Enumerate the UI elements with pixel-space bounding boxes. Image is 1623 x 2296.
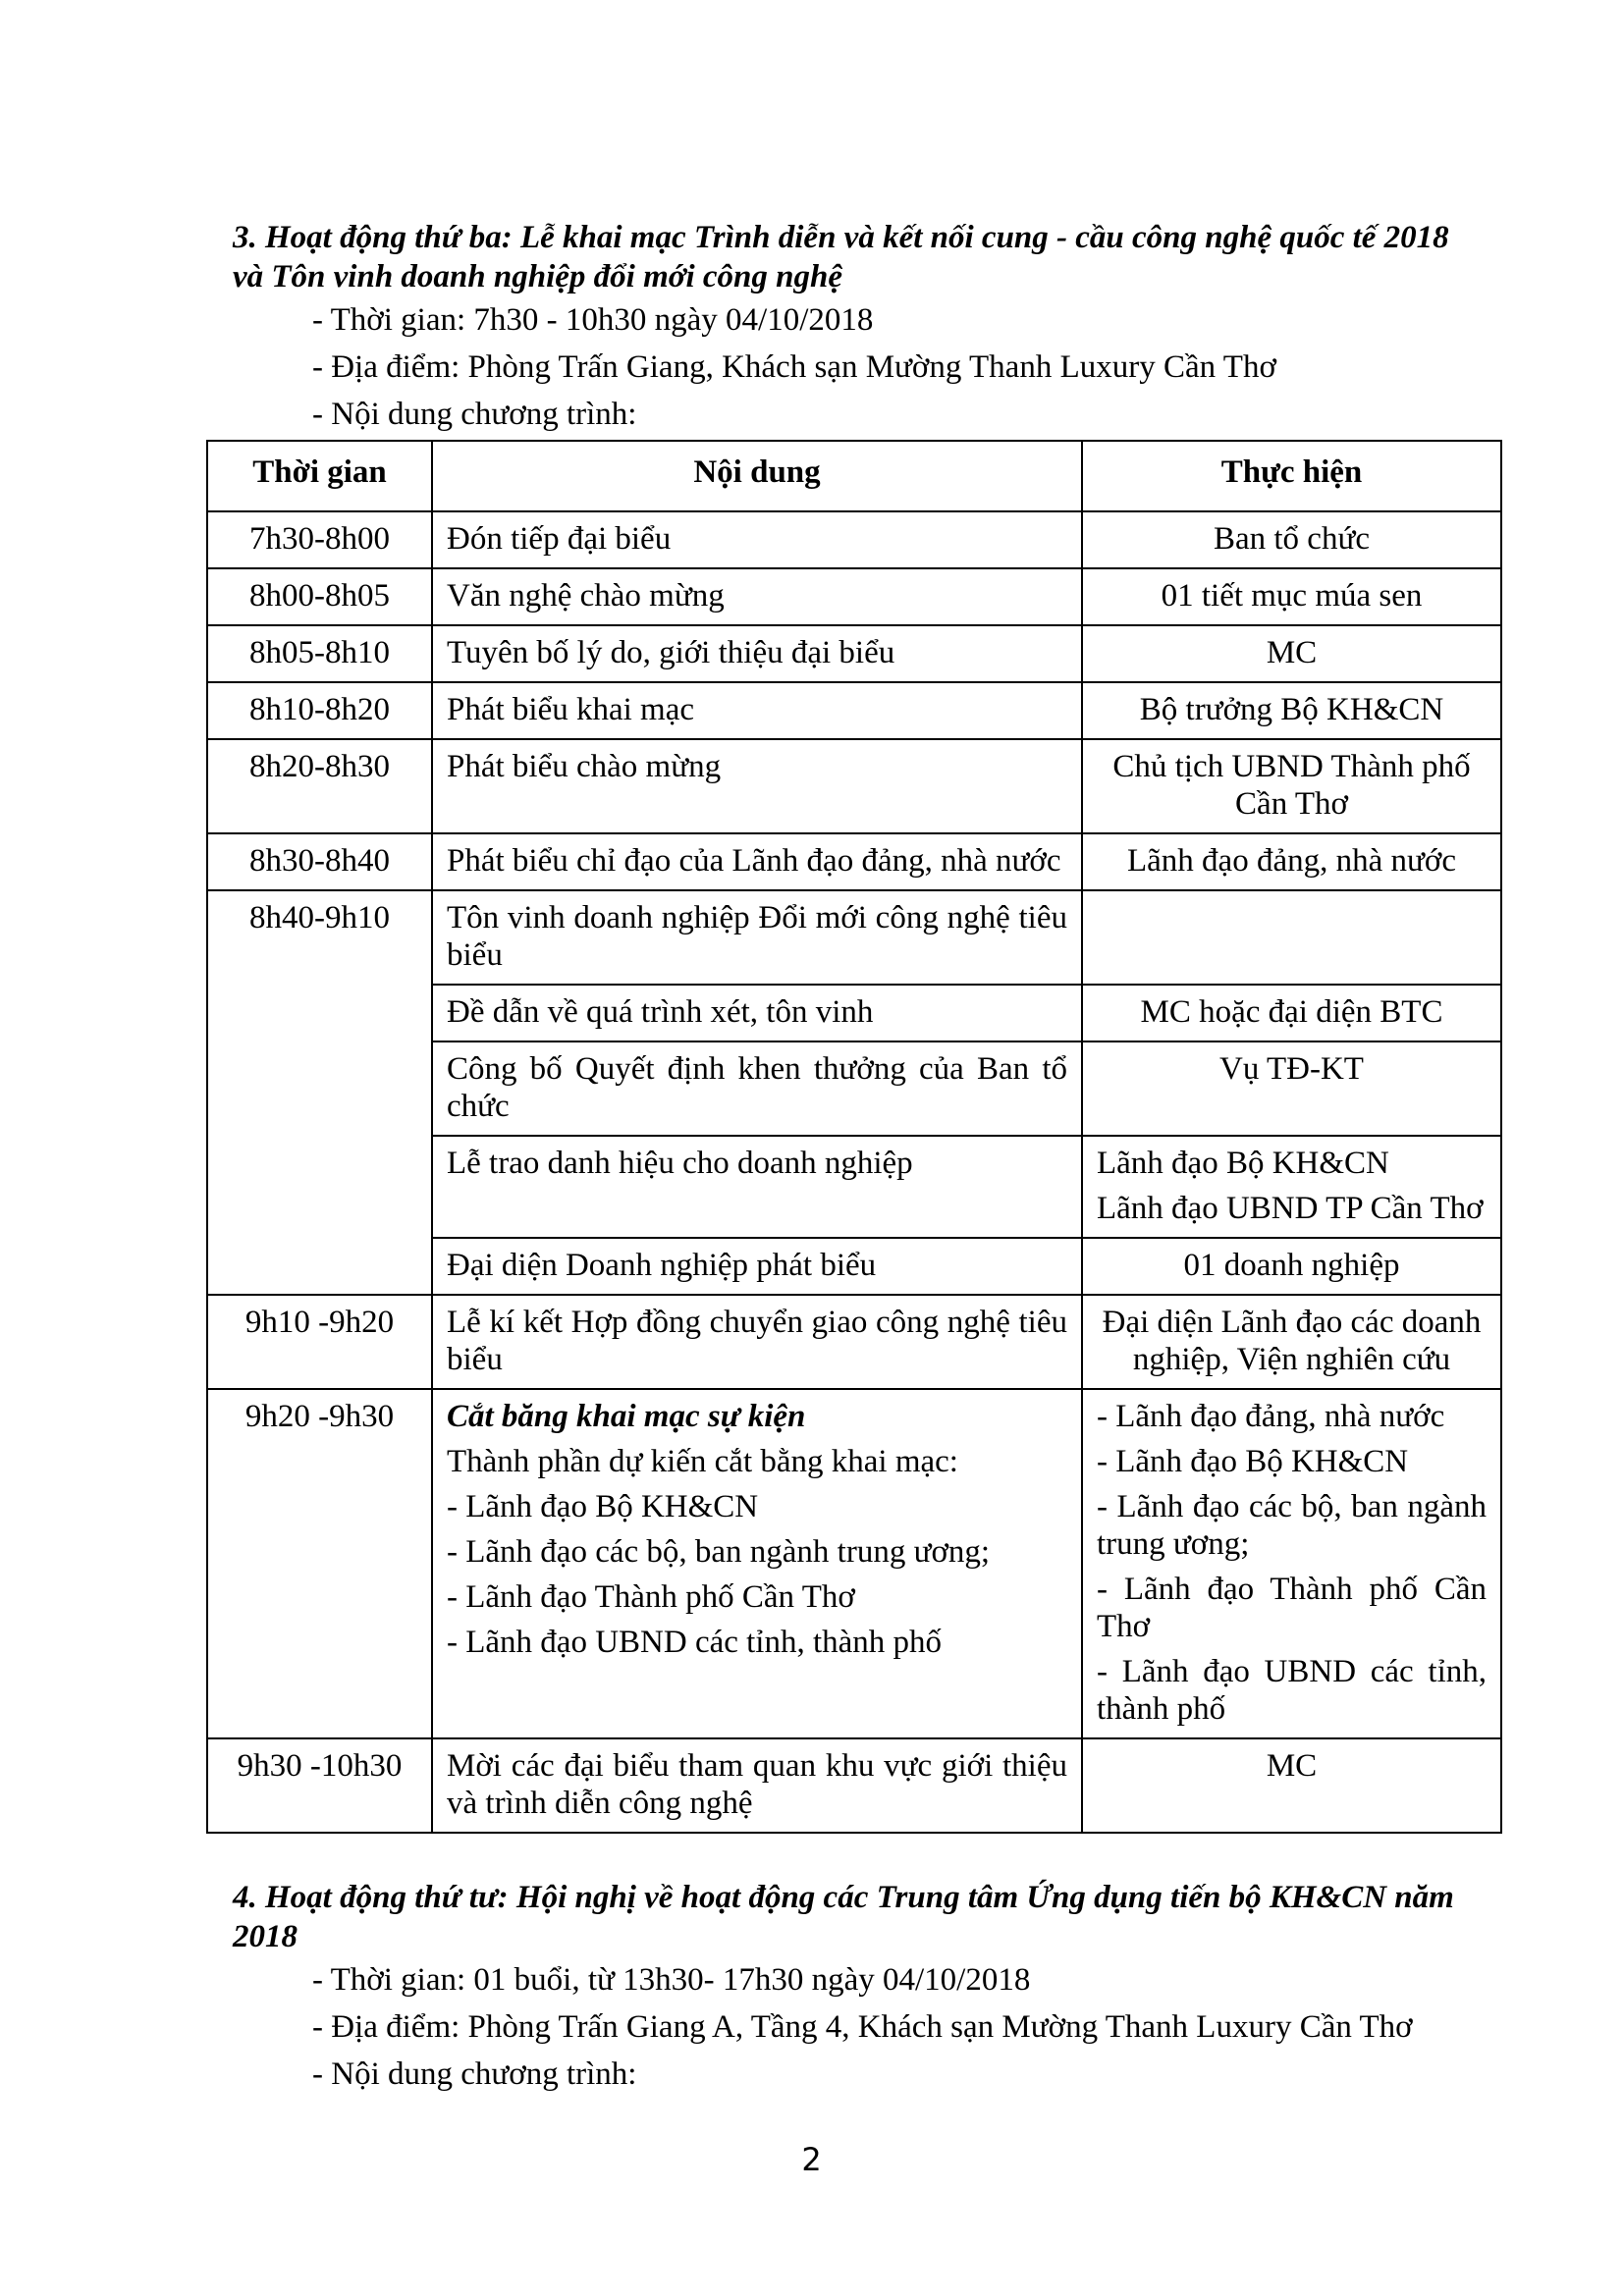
row-content: Phát biểu khai mạc bbox=[432, 682, 1082, 739]
row-actor: 01 doanh nghiệp bbox=[1082, 1238, 1501, 1295]
row-actor: MC hoặc đại diện BTC bbox=[1082, 985, 1501, 1041]
content-line: - Lãnh đạo Bộ KH&CN bbox=[447, 1489, 759, 1524]
row-actor: Bộ trưởng Bộ KH&CN bbox=[1082, 682, 1501, 739]
section-3-program-label: - Nội dung chương trình: bbox=[312, 397, 637, 432]
header-content: Nội dung bbox=[432, 441, 1082, 511]
section-4-location: - Địa điểm: Phòng Trấn Giang A, Tầng 4, Khách sạn Mường Thanh Luxury Cần Thơ bbox=[312, 2009, 1413, 2045]
row-actor: Đại diện Lãnh đạo các doanh nghiệp, Viện nghiên cứu bbox=[1082, 1295, 1501, 1389]
table-row bbox=[207, 1295, 1501, 1389]
row-time: 8h40-9h10 bbox=[207, 890, 432, 1295]
row-content: Mời các đại biểu tham quan khu vực giới thiệu và trình diễn công nghệ bbox=[432, 1738, 1082, 1833]
section-4-time: - Thời gian: 01 buổi, từ 13h30- 17h30 ngày 04/10/2018 bbox=[312, 1962, 1031, 1998]
row-time: 9h10 -9h20 bbox=[207, 1295, 432, 1389]
table-row bbox=[207, 625, 1501, 682]
table-header-row bbox=[207, 441, 1501, 511]
row-content: Lễ trao danh hiệu cho doanh nghiệp bbox=[432, 1136, 1082, 1238]
row-content: Văn nghệ chào mừng bbox=[432, 568, 1082, 625]
row-actor bbox=[1082, 1136, 1501, 1238]
row-actor: Lãnh đạo đảng, nhà nước bbox=[1082, 833, 1501, 890]
row-actor: Ban tổ chức bbox=[1082, 511, 1501, 568]
row-actor: 01 tiết mục múa sen bbox=[1082, 568, 1501, 625]
section-4-heading-line-1: 4. Hoạt động thứ tư: Hội nghị về hoạt động các Trung tâm Ứng dụng tiến bộ KH&CN năm bbox=[233, 1880, 1454, 1915]
actor-line: - Lãnh đạo Bộ KH&CN bbox=[1097, 1444, 1409, 1479]
row-time: 8h00-8h05 bbox=[207, 568, 432, 625]
row-time: 8h05-8h10 bbox=[207, 625, 432, 682]
row-time: 9h30 -10h30 bbox=[207, 1738, 432, 1833]
row-content: Tôn vinh doanh nghiệp Đổi mới công nghệ tiêu biểu bbox=[432, 890, 1082, 985]
content-line: - Lãnh đạo các bộ, ban ngành trung ương; bbox=[447, 1534, 991, 1570]
row-content: Đại diện Doanh nghiệp phát biểu bbox=[432, 1238, 1082, 1295]
row-actor bbox=[1082, 1389, 1501, 1738]
row-content bbox=[432, 1389, 1082, 1738]
row-actor: MC bbox=[1082, 1738, 1501, 1833]
actor-line: - Lãnh đạo các bộ, ban ngành trung ương; bbox=[1097, 1489, 1487, 1562]
schedule-table bbox=[206, 440, 1502, 1834]
section-3-time: - Thời gian: 7h30 - 10h30 ngày 04/10/2018 bbox=[312, 302, 874, 338]
actor-line: Lãnh đạo UBND TP Cần Thơ bbox=[1097, 1191, 1484, 1226]
row-content: Phát biểu chỉ đạo của Lãnh đạo đảng, nhà nước bbox=[432, 833, 1082, 890]
table-row bbox=[207, 511, 1501, 568]
row-content: Tuyên bố lý do, giới thiệu đại biểu bbox=[432, 625, 1082, 682]
row-actor bbox=[1082, 890, 1501, 985]
table-row bbox=[207, 739, 1501, 833]
table-row bbox=[207, 682, 1501, 739]
page-number: 2 bbox=[801, 2141, 822, 2178]
content-line: Thành phần dự kiến cắt bằng khai mạc: bbox=[447, 1444, 958, 1479]
table-row bbox=[207, 890, 1501, 985]
content-line: - Lãnh đạo UBND các tỉnh, thành phố bbox=[447, 1625, 943, 1660]
row-content: Phát biểu chào mừng bbox=[432, 739, 1082, 833]
table-row bbox=[207, 568, 1501, 625]
section-3-heading-line-1: 3. Hoạt động thứ ba: Lễ khai mạc Trình diễn và kết nối cung - cầu công nghệ quốc tế 2018 bbox=[233, 220, 1449, 255]
actor-line: Lãnh đạo Bộ KH&CN bbox=[1097, 1146, 1389, 1181]
section-3-location: - Địa điểm: Phòng Trấn Giang, Khách sạn Mường Thanh Luxury Cần Thơ bbox=[312, 349, 1276, 385]
table-row bbox=[207, 1738, 1501, 1833]
row-actor: MC bbox=[1082, 625, 1501, 682]
row-actor: Vụ TĐ-KT bbox=[1082, 1041, 1501, 1136]
section-3-heading-line-2: và Tôn vinh doanh nghiệp đổi mới công nghệ bbox=[233, 259, 842, 294]
row-time: 8h10-8h20 bbox=[207, 682, 432, 739]
content-title: Cắt băng khai mạc sự kiện bbox=[447, 1399, 806, 1434]
row-time: 8h20-8h30 bbox=[207, 739, 432, 833]
row-actor: Chủ tịch UBND Thành phố Cần Thơ bbox=[1082, 739, 1501, 833]
header-time: Thời gian bbox=[207, 441, 432, 511]
section-4-program-label: - Nội dung chương trình: bbox=[312, 2056, 637, 2092]
section-4-heading bbox=[233, 1878, 1499, 1956]
table-row bbox=[207, 1389, 1501, 1738]
header-actor: Thực hiện bbox=[1082, 441, 1501, 511]
actor-line: - Lãnh đạo đảng, nhà nước bbox=[1097, 1399, 1445, 1434]
row-content: Đón tiếp đại biểu bbox=[432, 511, 1082, 568]
row-time: 9h20 -9h30 bbox=[207, 1389, 432, 1738]
section-3-heading bbox=[233, 218, 1499, 296]
row-content: Công bố Quyết định khen thưởng của Ban tổ chức bbox=[432, 1041, 1082, 1136]
content-line: - Lãnh đạo Thành phố Cần Thơ bbox=[447, 1579, 855, 1615]
actor-line: - Lãnh đạo UBND các tỉnh, thành phố bbox=[1097, 1654, 1487, 1727]
row-content: Lễ kí kết Hợp đồng chuyển giao công nghệ tiêu biểu bbox=[432, 1295, 1082, 1389]
row-time: 8h30-8h40 bbox=[207, 833, 432, 890]
section-4-heading-line-2: 2018 bbox=[233, 1919, 298, 1954]
table-row bbox=[207, 833, 1501, 890]
row-content: Đề dẫn về quá trình xét, tôn vinh bbox=[432, 985, 1082, 1041]
actor-line: - Lãnh đạo Thành phố Cần Thơ bbox=[1097, 1572, 1487, 1644]
row-time: 7h30-8h00 bbox=[207, 511, 432, 568]
